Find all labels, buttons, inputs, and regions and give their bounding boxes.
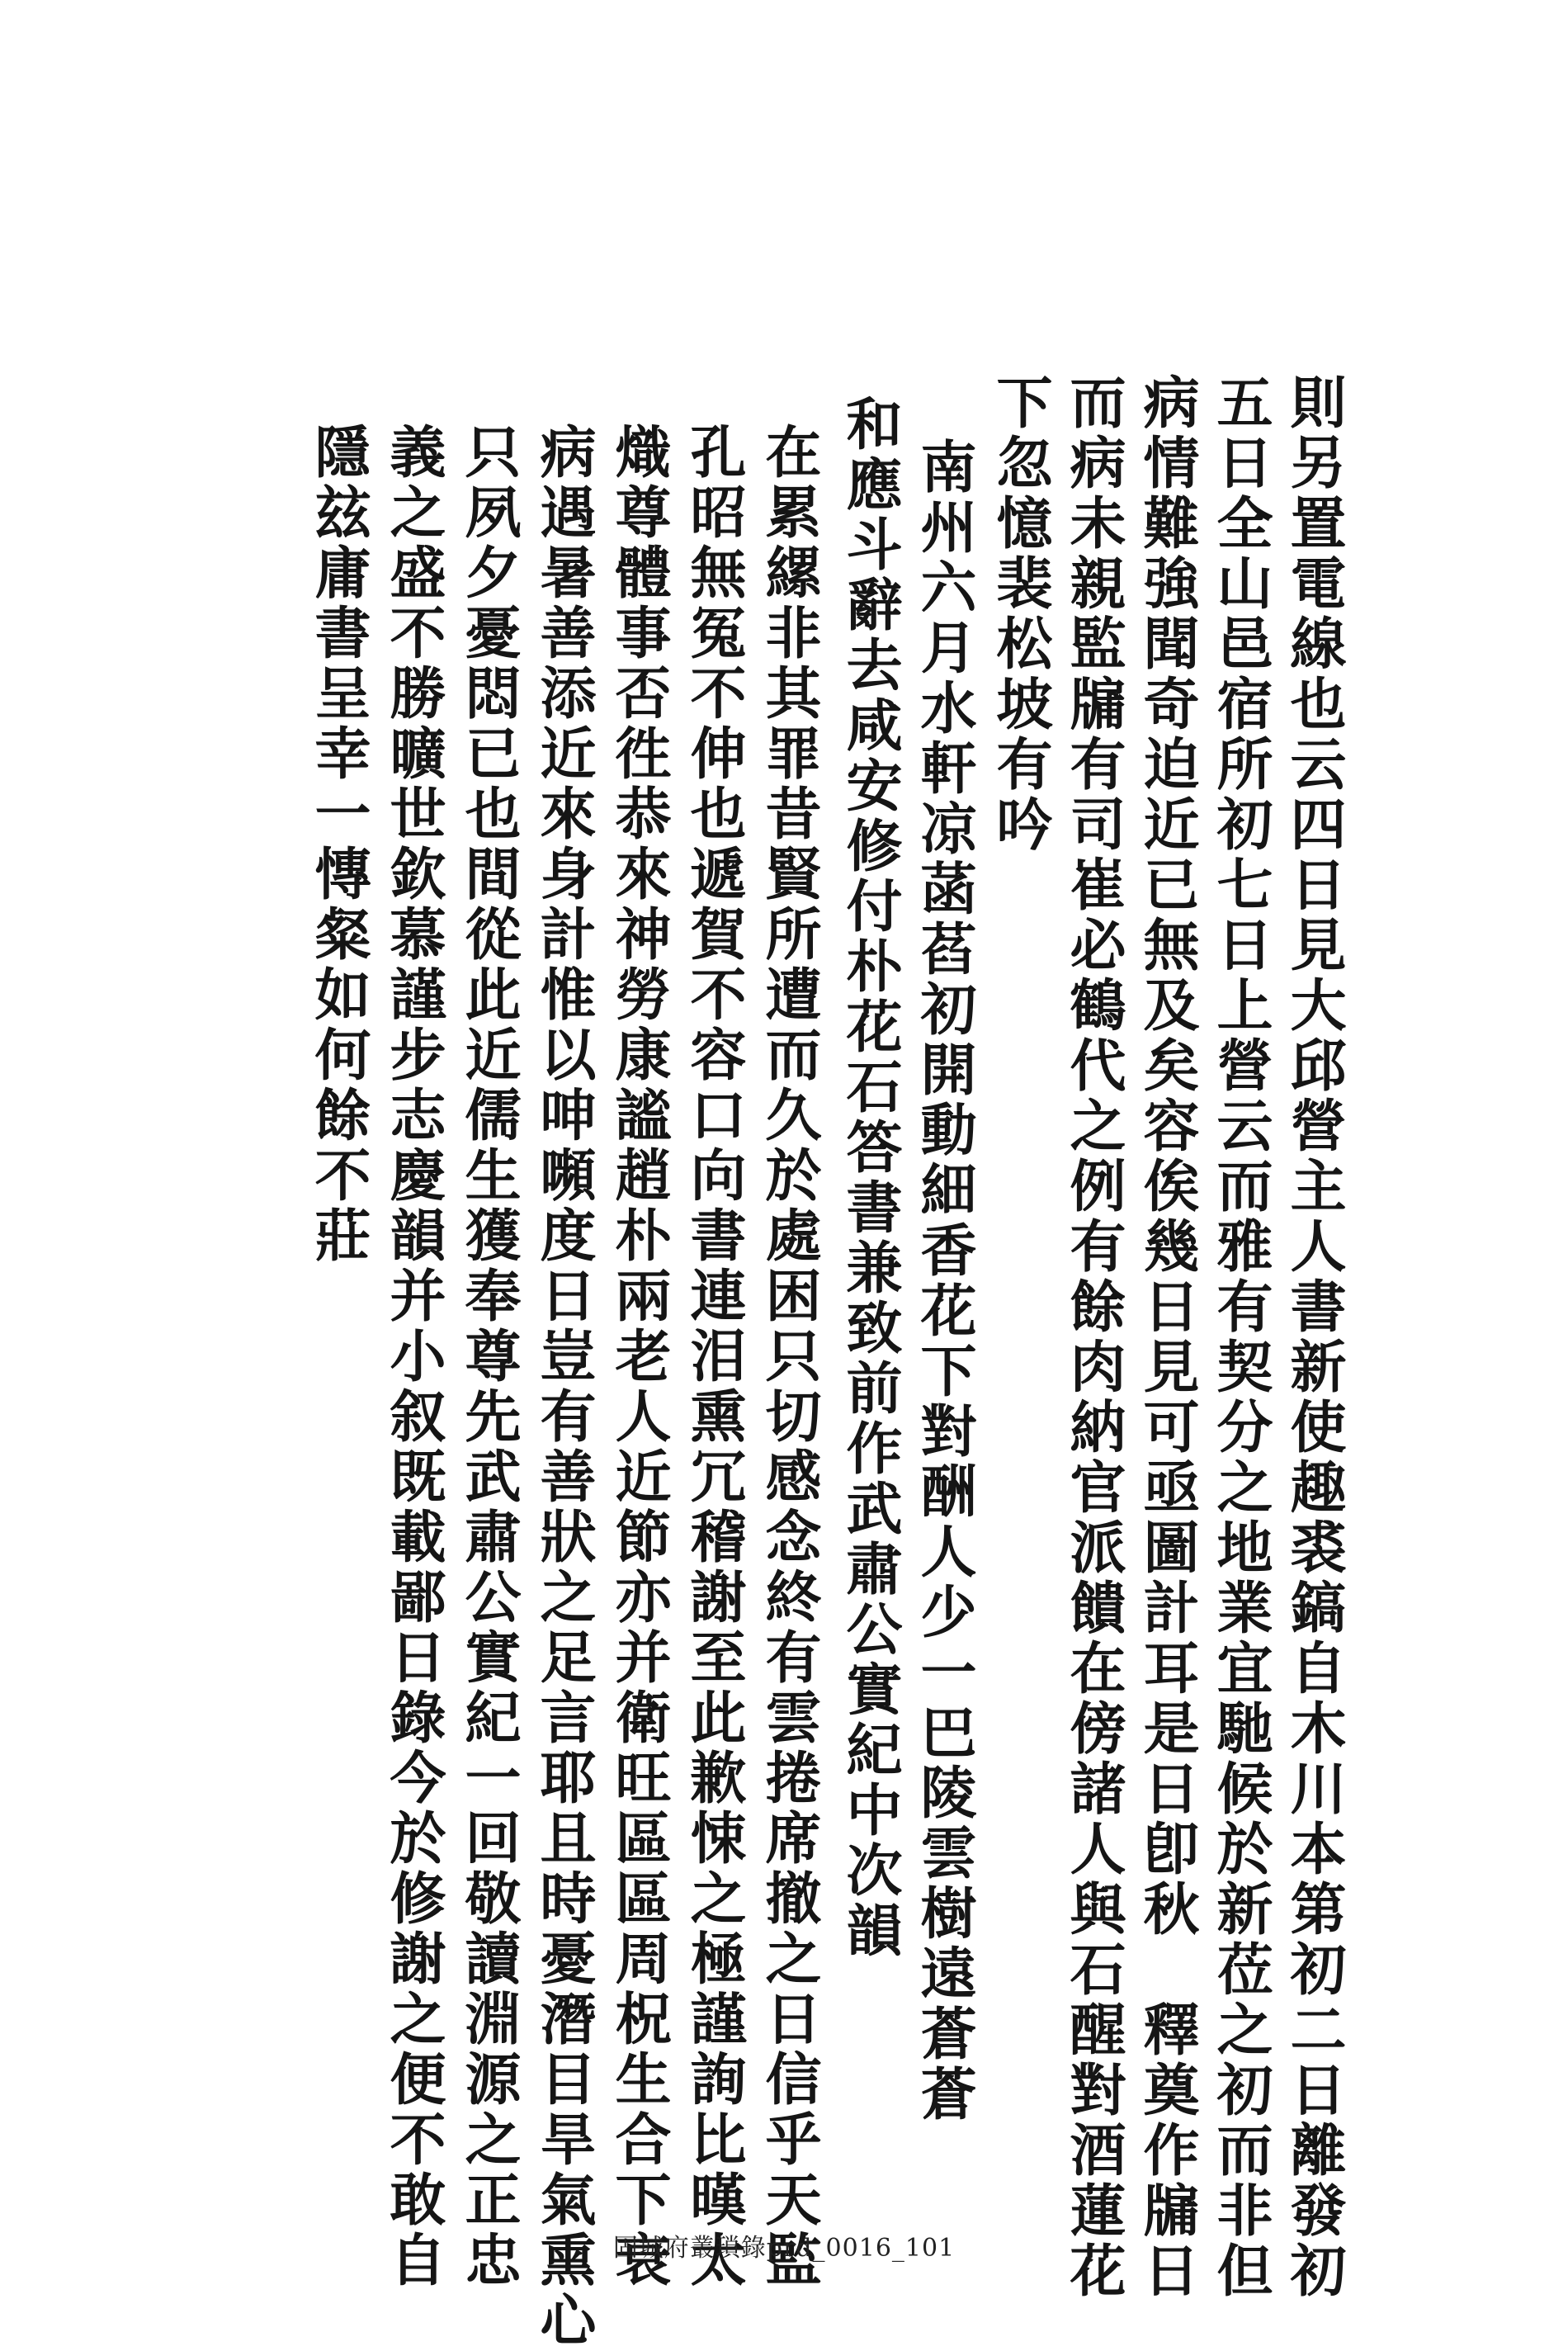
text-column-2: 五日全山邑宿所初七日上營云而雅有契分之地業宜馳候於新莅之初而非但 xyxy=(1207,373,1273,2301)
page-footer-caption: 固城府叢瑣錄prd_0016_101 xyxy=(612,2234,956,2263)
text-column-9: 孔昭無冤不伸也遞賀不容口向書連泪熏冗稽謝至此歉悚之極謹詢比暵太 xyxy=(681,423,747,2291)
text-column-7: 和應斗辭去咸安修付朴花石答書兼致前作武肅公實紀中次韻 xyxy=(837,395,903,1961)
text-column-8: 在累縲非其罪昔賢所遭而久於處困只切感念終有雲捲席撤之日信乎天監 xyxy=(756,423,822,2291)
text-column-5: 下忽憶裴松坡有吟 xyxy=(987,373,1053,855)
text-column-4: 而病未親監牖有司崔必鶴代之例有餘肉納官派饋在傍諸人與石醒對酒蓮花 xyxy=(1060,373,1126,2301)
text-column-13: 義之盛不勝曠世欽慕謹步志慶韻并小叙既載鄙日錄今於修謝之便不敢自 xyxy=(380,423,446,2291)
text-column-10: 熾尊體事否徃恭來神勞康謐趙朴兩老人近節亦并衛旺區區周柷生合下衰 xyxy=(606,423,672,2291)
text-column-6: 南州六月水軒凉菡萏初開動細香花下對酬人少一巴陵雲樹遠蒼蒼 xyxy=(911,438,977,2125)
text-column-12: 只夙夕憂悶已也間從此近儒生獲奉尊先武肅公實紀一回敬讀淵源之正忠 xyxy=(456,423,522,2291)
text-column-11: 病遇暑善添近來身計惟以呻嚬度日豈有善狀之足言耶且時憂潛目旱氣熏心 xyxy=(531,423,597,2351)
text-column-1: 則另置電線也云四日見大邱營主人書新使趣裘鎬自木川本第初二日離發初 xyxy=(1281,373,1347,2301)
text-column-14: 隱玆庸書呈幸一慱粲如何餘不莊 xyxy=(305,423,371,1266)
text-column-3: 病情難強聞奇迫近已無及矣容俟幾日見可亟圖計耳是日卽秋 釋奠作牖日 xyxy=(1134,373,1200,2301)
